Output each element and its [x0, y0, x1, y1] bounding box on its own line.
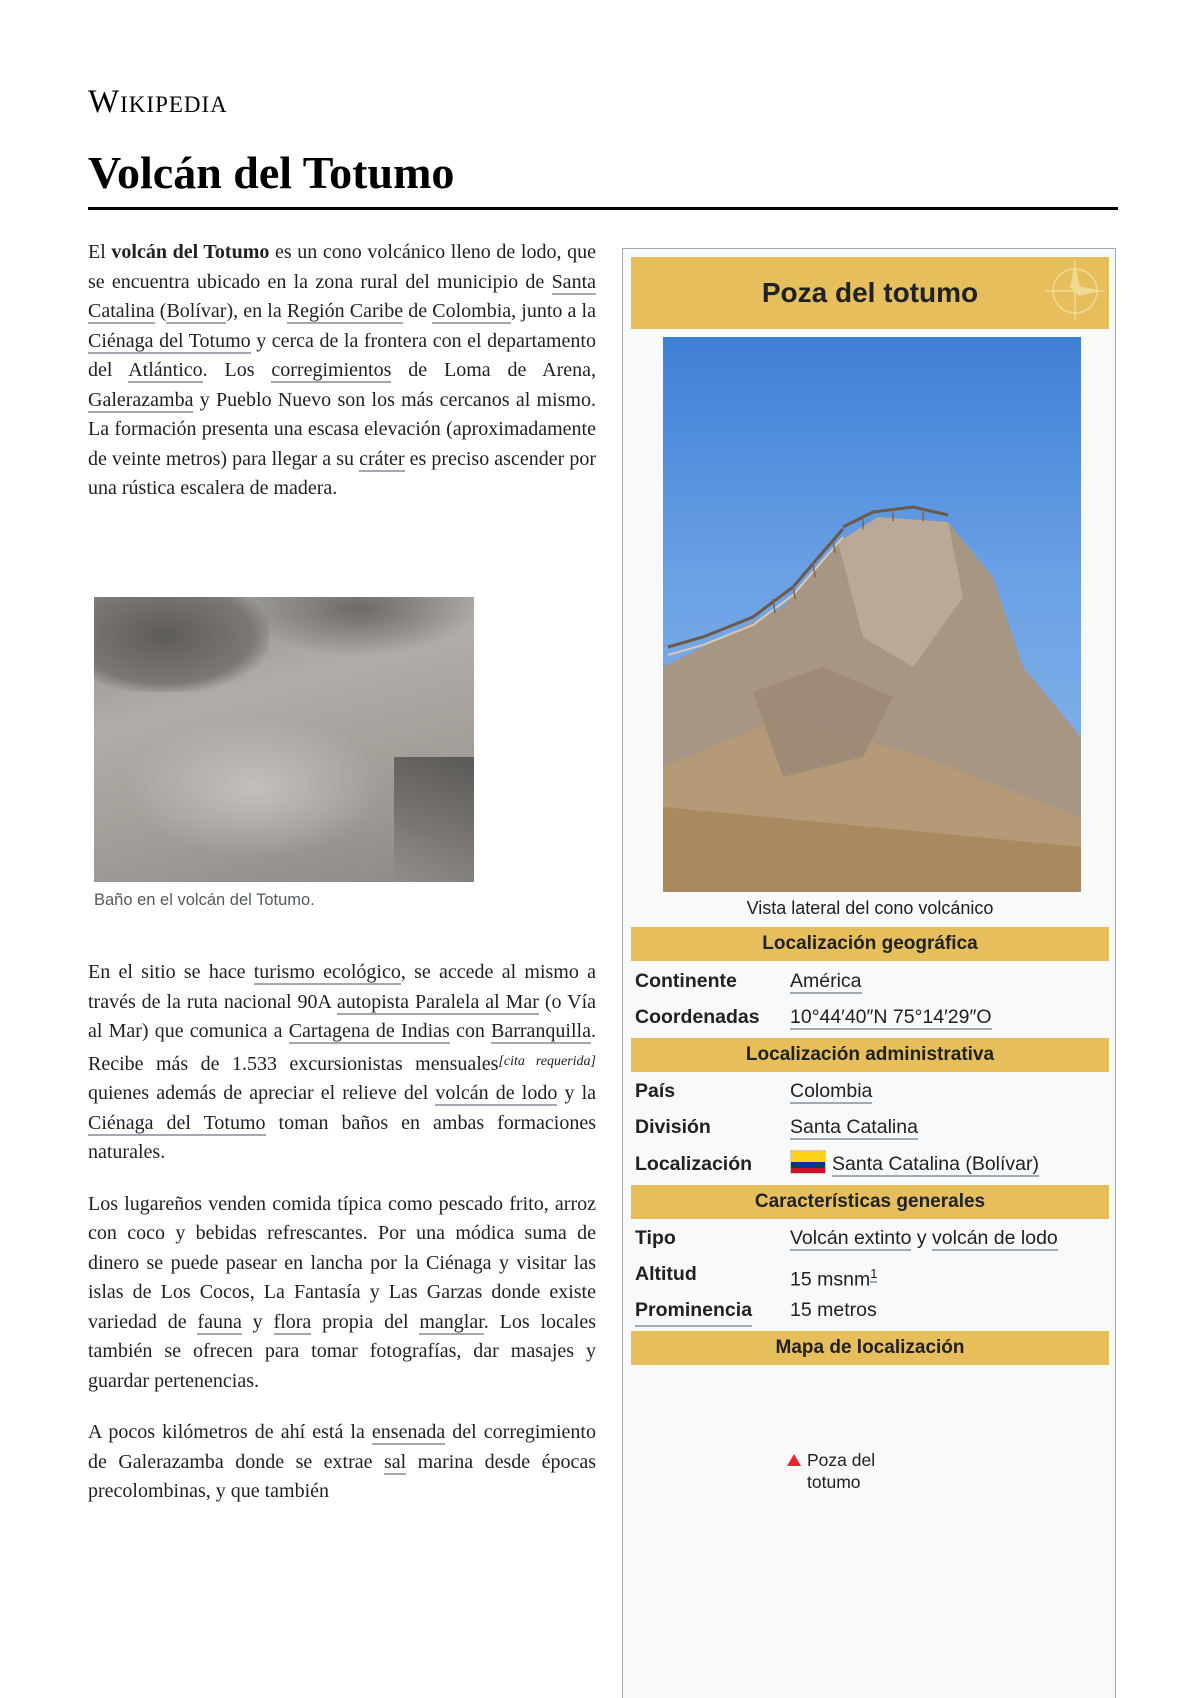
article-link[interactable]: autopista Paralela al Mar [336, 990, 539, 1013]
country-link[interactable]: Colombia [790, 1080, 873, 1102]
text-run: , se accede al mismo a través de la ruta nacional 90A [88, 961, 596, 1013]
map-label-line-2: totumo [807, 1472, 861, 1492]
division-link[interactable]: Santa Catalina [790, 1116, 918, 1138]
article-link[interactable]: sal [383, 1450, 407, 1473]
article-link[interactable]: Región Caribe [286, 300, 404, 322]
text-run: A pocos kilómetros de ahí está la [88, 1421, 372, 1443]
prominence-value: 15 metros [790, 1299, 877, 1321]
article-link[interactable]: Santa Catalina [88, 270, 596, 322]
paragraph-4 [88, 1418, 596, 1507]
section-geographic-location: Localización geográfica [631, 927, 1109, 961]
text-run: ( [154, 300, 167, 322]
country-label: País [635, 1080, 676, 1102]
article-link[interactable]: corregimientos [271, 359, 392, 381]
continent-label: Continente [635, 970, 737, 992]
article-link[interactable]: Bolívar [166, 300, 227, 322]
text-run: es preciso ascender por una rústica escalera de madera. [88, 447, 596, 499]
map-marker-label [807, 1449, 875, 1493]
row-continent [635, 966, 1105, 996]
page-title: Volcán del Totumo [88, 147, 455, 198]
figure-caption: Baño en el volcán del Totumo. [94, 891, 315, 909]
text-run: y [241, 1310, 274, 1333]
text-run: ), en la [226, 300, 287, 322]
altitude-label: Altitud [635, 1263, 697, 1285]
text-run: de [403, 300, 433, 322]
text-run: Los lugareños venden comida típica como pescado frito, arroz con coco y bebidas refrescantes. Por una módica suma de dinero se puede pasear en lancha por la Ciénaga y visitar las islas de Los Cocos, La Fantasía y Las Garzas donde existe variedad de [88, 1192, 596, 1333]
text-run: marina desde épocas precolombinas, y que también [88, 1450, 596, 1502]
article-link[interactable]: turismo ecológico [253, 961, 401, 983]
text-run: es un cono volcánico lleno de lodo, que se encuentra ubicado en la zona rural del municipio de [88, 241, 596, 293]
coordinates-link[interactable]: 10°44′40″N 75°14′29″O [790, 1006, 992, 1028]
text-run: . Los [202, 359, 272, 381]
article-body [88, 958, 596, 1507]
article-link[interactable]: ensenada [371, 1421, 446, 1443]
text-run: y Pueblo Nuevo son los más cercanos al mismo. La formación presenta una escasa elevación (aproximadamente de veinte metros) para llegar a su [88, 388, 596, 470]
coordinates-label: Coordenadas [635, 1006, 760, 1028]
division-label: División [635, 1116, 711, 1138]
article-link[interactable]: flora [273, 1310, 312, 1333]
row-type [635, 1223, 1105, 1253]
text-run: y cerca de la frontera con el departamento del [88, 329, 596, 381]
article-link[interactable]: Colombia [432, 300, 512, 322]
article-link[interactable]: Cartagena de Indias [288, 1020, 450, 1042]
location-label: Localización [635, 1153, 753, 1175]
mud-bath-image[interactable] [94, 597, 474, 882]
location-link[interactable]: Santa Catalina (Bolívar) [832, 1153, 1040, 1175]
row-coordinates [635, 1002, 1105, 1032]
prominence-label[interactable]: Prominencia [635, 1295, 752, 1327]
compass-icon [1015, 257, 1107, 329]
row-altitude [635, 1259, 1105, 1289]
text-run: y la [557, 1082, 596, 1104]
row-division [635, 1112, 1105, 1142]
article-link[interactable]: manglar [419, 1310, 484, 1333]
type-link-extinct[interactable]: Volcán extinto [790, 1227, 912, 1249]
colombia-flag-icon [790, 1150, 826, 1174]
article-link[interactable]: fauna [197, 1310, 242, 1333]
article-link[interactable]: Atlántico [128, 359, 203, 381]
bold-term: volcán del Totumo [111, 241, 270, 263]
article-link[interactable]: Ciénaga del Totumo [88, 1111, 266, 1134]
infobox-title [631, 257, 1109, 329]
text-run: propia del [311, 1310, 420, 1333]
text-run: , junto a la [511, 300, 596, 322]
paragraph-2 [88, 958, 596, 1168]
infobox-image-caption: Vista lateral del cono volcánico [746, 898, 994, 918]
section-general-characteristics: Características generales [631, 1185, 1109, 1219]
article-figure [94, 597, 474, 910]
article-link[interactable]: Ciénaga del Totumo [88, 329, 251, 352]
altitude-ref-link[interactable]: 1 [870, 1266, 878, 1281]
section-administrative-location: Localización administrativa [631, 1038, 1109, 1072]
text-run: El [88, 241, 112, 263]
text-run: toman baños en ambas formaciones naturales. [88, 1111, 596, 1163]
text-run: con [449, 1020, 492, 1042]
wikipedia-logo[interactable]: Wikipedia [88, 84, 228, 120]
map-label-line-1: Poza del [807, 1450, 876, 1470]
volcano-photo[interactable] [663, 337, 1081, 892]
section-location-map: Mapa de localización [631, 1331, 1109, 1365]
article-link[interactable]: cráter [359, 447, 405, 470]
text-run: . Recibe más de 1.533 excursionistas mensuales [88, 1020, 596, 1075]
text-run: del corregimiento de Galerazamba donde se extrae [88, 1421, 596, 1473]
paragraph-1 [88, 238, 596, 504]
infobox-title-text: Poza del totumo [761, 277, 979, 308]
infobox [622, 248, 1116, 1698]
citation-needed-link[interactable]: [cita requerida] [498, 1053, 596, 1069]
text-run: En el sitio se hace [88, 961, 254, 983]
type-link-mud-volcano[interactable]: volcán de lodo [932, 1227, 1058, 1249]
continent-link[interactable]: América [790, 970, 862, 992]
row-prominence [635, 1295, 1105, 1325]
article-link[interactable]: Barranquilla [491, 1020, 591, 1042]
text-run: . Los locales también se ofrecen para tomar fotografías, dar masajes y guardar pertenencias. [88, 1310, 597, 1392]
row-country [635, 1076, 1105, 1106]
map-marker-icon[interactable] [787, 1454, 801, 1466]
type-separator: y [911, 1227, 933, 1249]
text-run: de Loma de Arena, [391, 359, 596, 381]
article-link[interactable]: Galerazamba [88, 388, 194, 411]
title-divider [88, 207, 1118, 210]
article-intro [88, 238, 596, 504]
text-run: quienes además de apreciar el relieve del [88, 1082, 436, 1104]
type-label: Tipo [635, 1227, 676, 1249]
altitude-value: 15 msnm [790, 1268, 871, 1291]
row-location [635, 1149, 1105, 1179]
text-run: (o Vía al Mar) que comunica a [88, 990, 596, 1042]
article-link[interactable]: volcán de lodo [435, 1082, 558, 1104]
paragraph-3 [88, 1190, 596, 1397]
